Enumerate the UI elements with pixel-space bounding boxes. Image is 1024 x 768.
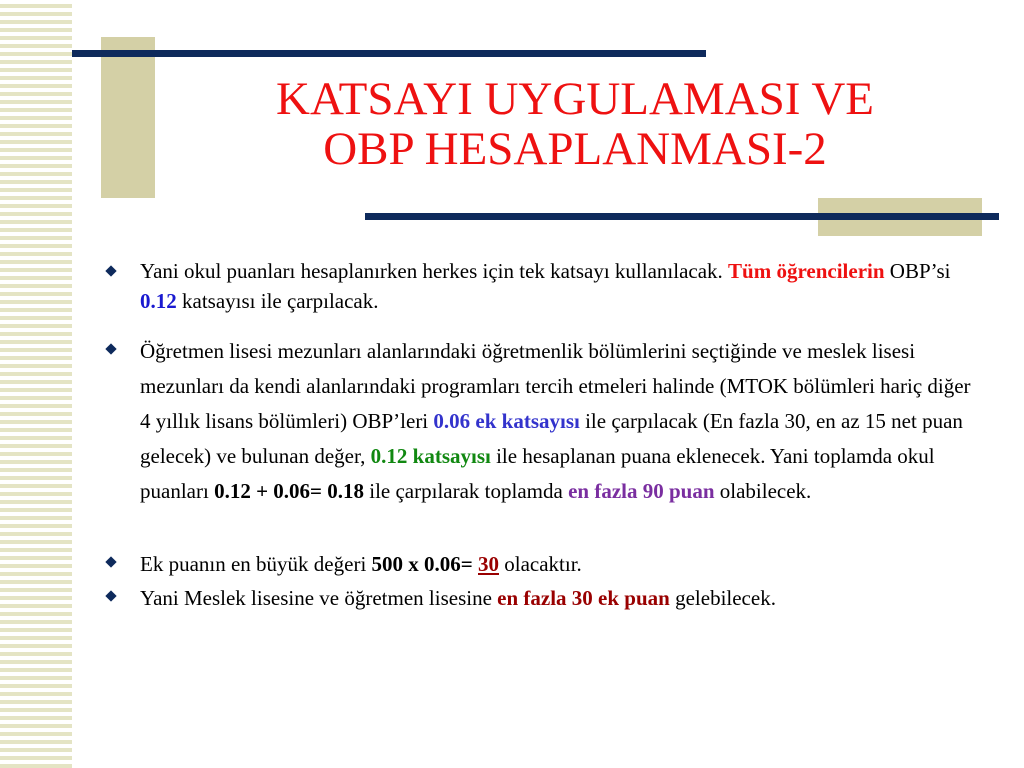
bullet-3-highlight-result: 30 [478,552,499,576]
navy-rule-top [72,50,706,57]
bullet-4-text: gelebilecek. [669,586,776,610]
bullet-2-highlight-extra-coefficient: 0.06 ek katsayısı [433,409,580,433]
bullet-3-highlight-formula: 500 x 0.06= [371,552,473,576]
slide-content [104,256,984,615]
diamond-bullet-icon [105,265,116,276]
bullet-2-text: ile çarpılacak (En fazla 30, en az 15 net puan gelecek) ve bulunan değer, [140,409,963,468]
bullet-2-text: Öğretmen lisesi mezunları alanlarındaki öğretmenlik bölümlerini seçtiğinde ve meslek lisesi mezunları da kendi alanlarındaki programları tercih etmeleri halinde (MTOK bölümleri hariç diğer 4 yıllık lisans bölümleri) OBP’leri [140,339,971,433]
diamond-bullet-icon [105,556,116,567]
bullet-1-highlight-students: Tüm öğrencilerin [728,259,885,283]
striped-side-decoration [0,0,72,768]
bullet-1-text: Yani okul puanları hesaplanırken herkes için tek katsayı kullanılacak. [140,259,729,283]
bullet-4-highlight-extra-points: en fazla 30 ek puan [497,586,670,610]
bullet-1-highlight-coefficient: 0.12 [140,289,177,313]
slide-title [160,74,990,174]
bullet-4-text: Yani Meslek lisesine ve öğretmen lisesine [140,586,498,610]
bullet-2-highlight-coefficient: 0.12 katsayısı [370,444,491,468]
bullet-1-text: OBP’si [884,259,951,283]
tan-accent-block-left [101,37,155,198]
bullet-1-text: katsayısı ile çarpılacak. [176,289,379,313]
bullet-2-text: ile hesaplanan puana eklenecek. Yani toplamda okul puanları [140,444,935,503]
bullet-item-3 [104,547,984,581]
slide-title-line-1: KATSAYI UYGULAMASI VE [276,73,874,125]
bullet-2-text: ile çarpılarak toplamda [364,479,569,503]
bullet-item-4 [104,581,984,615]
bullet-2-highlight-max-points: en fazla 90 puan [568,479,715,503]
navy-rule-bottom [365,213,999,220]
bullet-3-text: Ek puanın en büyük değeri [140,552,372,576]
bullet-item-2 [104,334,984,509]
diamond-bullet-icon [105,343,116,354]
bullet-item-1 [104,256,984,316]
diamond-bullet-icon [105,590,116,601]
bullet-3-text: olacaktır. [499,552,582,576]
bullet-2-highlight-formula: 0.12 + 0.06= 0.18 [214,479,364,503]
slide-title-line-2: OBP HESAPLANMASI-2 [323,123,827,175]
bullet-2-text: olabilecek. [714,479,812,503]
